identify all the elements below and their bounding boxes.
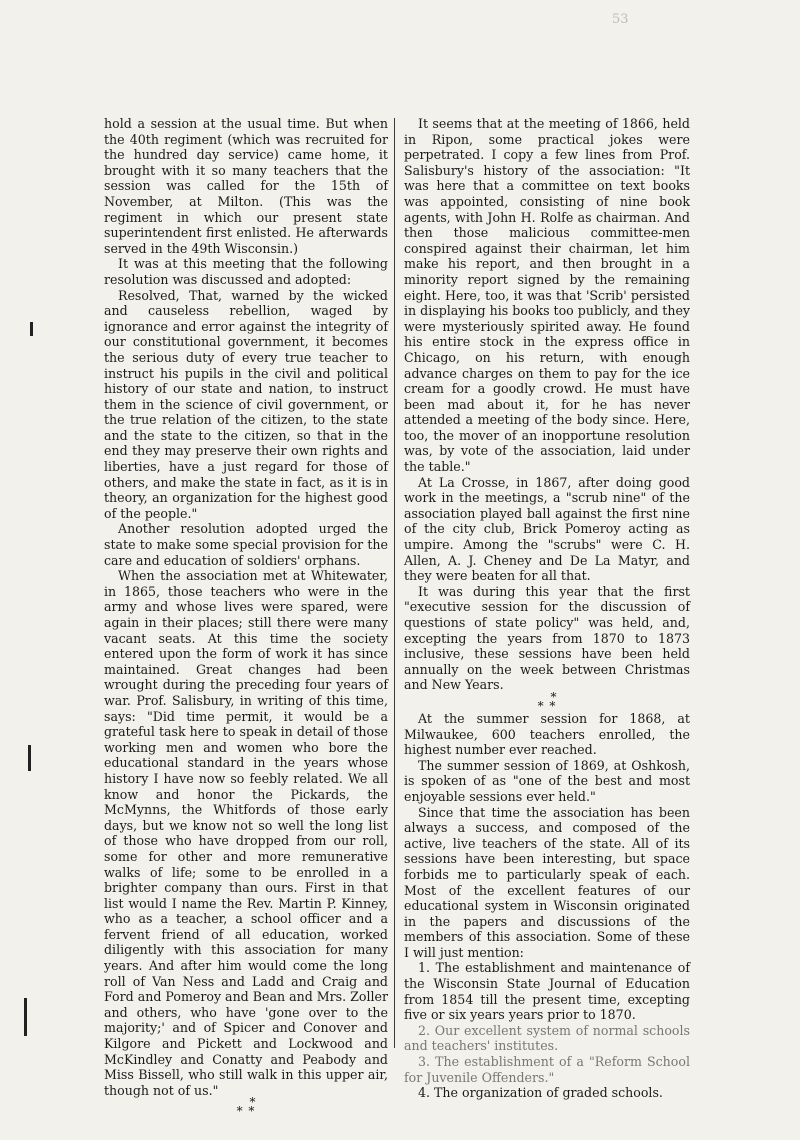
left-paragraph-3: Resolved, That, warned by the wicked and causeless rebellion, waged by ignorance and error against the integrity of our constitutional government, it becomes the serious duty of every true teacher to instruct his pupils in the civil and political history of our state and nation, to instruct them in the science of civil government, or the true relation of the citizen, to the state and the state to the citizen, so that in the end they may preserve their own rights and liberties, have a just regard for those of others, and make the state in fact, as it is in theory, an organization for the highest good of the people." (104, 287, 388, 521)
left-column (104, 116, 389, 1119)
right-column (404, 116, 690, 1101)
right-paragraph-5: The summer session of 1869, at Oshkosh, is spoken of as "one of the best and most enjoyable sessions ever held." (404, 757, 690, 804)
right-paragraph-9: 3. The establishment of a "Reform School for Juvenile Offenders." (404, 1054, 690, 1085)
column-rule (394, 118, 395, 1048)
right-paragraph-3: It was during this year that the first "executive session for the discussion of questions of state policy" was held, and, excepting the years from 1870 to 1873 inclusive, these sessions have been held annually on the week between Christmas and New Years. (404, 583, 690, 693)
left-section-stars: * * * (236, 1095, 257, 1119)
right-paragraph-2: At La Crosse, in 1867, after doing good work in the meetings, a "scrub nine" of the association played ball against the first nine of the city club, Brick Pomeroy acting as umpire. Among the "scrubs" were C. H. Allen, A. J. Cheney and De La Matyr, and they were beaten for all that. (404, 474, 690, 584)
left-paragraph-4: Another resolution adopted urged the state to make some special provision for the care and education of soldiers' orphans. (104, 521, 388, 568)
right-section-stars: * * * (537, 689, 558, 713)
right-paragraph-4: At the summer session for 1868, at Milwaukee, 600 teachers enrolled, the highest number ever reached. (404, 710, 690, 758)
right-paragraph-8: 2. Our excellent system of normal schools and teachers' institutes. (404, 1022, 690, 1054)
left-paragraph-5: When the association met at Whitewater, in 1865, those teachers who were in the army and whose lives were spared, were again in their places; still there were many vacant seats. At this time the society entered upon the form of work it has since maintained. Great changes had been wrought during the preceding four years of war. Prof. Salisbury, in writing of this time, says: "Did time permit, it would be a grateful task here to speak in detail of those working men and women who bore the educational standard in the years whose history I have now so feebly related. We all know and honor the Pickards, the McMynns, the Whitfords of those early days, but we know not so well the long list of those who have dropped from our roll, some for other and more remunerative walks of life; some to be enrolled in a brighter company than ours. First in that list would I name the Rev. Martin P. Kinney, who as a teacher, a school officer and a fervent friend of all education, worked diligently with this association for many years. And after him would come the long roll of Van Ness and Ladd and Craig and Ford and Pomeroy and Bean and Mrs. Zoller and others, who have 'gone over to the majority;' and of Spicer and Conover and Kilgore and Pickett and Lockwood and McKindley and Conatty and Peabody and Miss Bissell, who still walk in this upper air, though not of us." (104, 568, 389, 1098)
left-paragraph-1: hold a session at the usual time. But when the 40th regiment (which was recruited for the hundred day service) came home, it brought with it so many teachers that the session was called for the 15th of November, at Milton. (This was the regiment in which our present state superintendent first enlisted. He afterwards served in the 49th Wisconsin.) (104, 116, 388, 256)
left-paragraph-2: It was at this meeting that the following resolution was discussed and adopted: (104, 256, 388, 287)
right-paragraph-6: Since that time the association has been always a success, and composed of the active, live teachers of the state. All of its sessions have been interesting, but space forbids me to particularly speak of each. Most of the excellent features of our educational system in Wisconsin originated in the papers and discussions of the members of this association. Some of these I will just mention: (404, 804, 690, 960)
margin-mark-2 (28, 745, 31, 771)
right-paragraph-1: It seems that at the meeting of 1866, held in Ripon, some practical jokes were perpetrated. I copy a few lines from Prof. Salisbury's history of the association: "It was here that a committee on text books was appointed, consisting of nine book agents, with John H. Rolfe as chairman. And then those malicious committee-men conspired against their chairman, let him make his report, and then brought in a minority report signed by the remaining eight. Here, too, it was that 'Scrib' persisted in displaying his books too publicly, and they were mysteriously spirited away. He found his entire stock in the express office in Chicago, on his return, with enough advance charges on them to pay for the ice cream for a goodly crowd. He must have been mad about it, for he has never attended a meeting of the body since. Here, too, the mover of an inopportune resolution was, by vote of the association, laid under the table." (404, 116, 691, 475)
margin-mark-1 (30, 322, 33, 336)
right-paragraph-10: 4. The organization of graded schools. (418, 1085, 663, 1101)
right-paragraph-7: 1. The establishment and maintenance of the Wisconsin State Journal of Education from 1854 till the present time, excepting five or six years years prior to 1870. (404, 960, 690, 1023)
margin-mark-3 (24, 998, 27, 1036)
corner-mark: 53 (612, 12, 629, 27)
